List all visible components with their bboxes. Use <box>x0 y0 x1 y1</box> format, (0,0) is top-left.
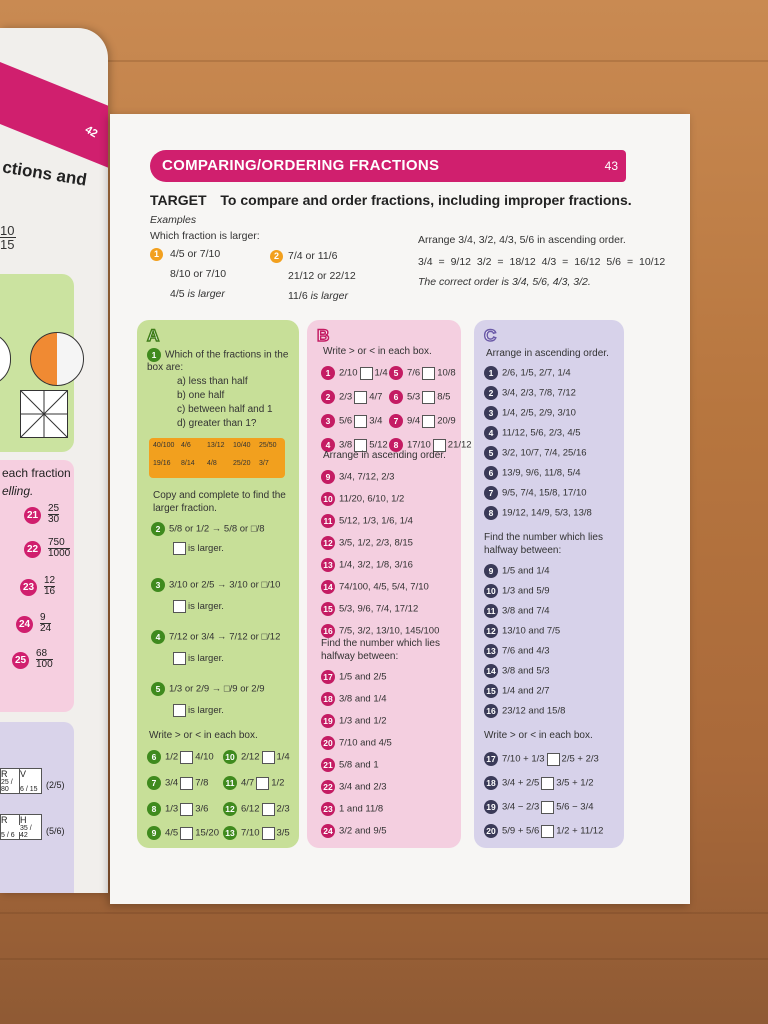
box-fraction: 13/12 <box>207 442 225 449</box>
a-copy-item: 4 7/12 or 3/4 → 7/12 or □/12 <box>151 630 280 644</box>
target-line <box>150 192 632 208</box>
answer-box[interactable] <box>180 751 193 764</box>
c-halfway-item: 16 23/12 and 15/8 <box>484 704 565 718</box>
b-arrange-item: 9 3/4, 7/12, 2/3 <box>321 470 394 484</box>
c-arrange-instruction: Arrange in ascending order. <box>486 348 609 359</box>
a-write-item: 10 2/12 1/4 <box>223 750 290 764</box>
answer-box[interactable] <box>262 751 275 764</box>
box-fraction: 25/50 <box>259 442 277 449</box>
b-write-instruction: Write > or < in each box. <box>323 346 432 357</box>
left-purple-panel <box>0 722 74 893</box>
c-arrange-item: 7 9/5, 7/4, 15/8, 17/10 <box>484 486 587 500</box>
answer-box[interactable] <box>180 777 193 790</box>
answer-box[interactable] <box>360 367 373 380</box>
box-fraction: 4/8 <box>207 460 217 467</box>
target-text: To compare and order fractions, including improper fractions. <box>220 192 632 208</box>
left-side-note: (5/6) <box>46 826 65 836</box>
square-diagram-lines <box>21 391 67 437</box>
arrange-example-text: Arrange 3/4, 3/2, 4/3, 5/6 in ascending order. <box>418 234 626 246</box>
b-halfway-item: 18 3/8 and 1/4 <box>321 692 387 706</box>
left-table: R V 25 / 80 6 / 15 <box>0 768 42 794</box>
page-43 <box>110 114 690 904</box>
example-badge: 1 <box>150 248 163 261</box>
b-arrange-instruction: Arrange in ascending order. <box>323 450 446 461</box>
box-fraction: 10/40 <box>233 442 251 449</box>
a-copy-instruction: Copy and complete to find the larger fraction. <box>153 490 286 514</box>
c-write-instruction: Write > or < in each box. <box>484 730 593 741</box>
which-larger-text: Which fraction is larger: <box>150 230 260 242</box>
c-arrange-item: 8 19/12, 14/9, 5/3, 13/8 <box>484 506 592 520</box>
answer-box[interactable] <box>173 600 186 613</box>
c-write-item: 17 7/10 + 1/3 2/5 + 2/3 <box>484 752 599 766</box>
left-item-number: 22 <box>24 541 41 558</box>
left-item-fraction: 750 1000 <box>48 537 71 559</box>
example-1-line-2: 8/10 or 7/10 <box>170 268 227 280</box>
section-c <box>474 320 624 848</box>
b-write-item: 5 7/6 10/8 <box>389 366 456 380</box>
b-halfway-item: 22 3/4 and 2/3 <box>321 780 387 794</box>
b-arrange-item: 15 5/3, 9/6, 7/4, 17/12 <box>321 602 418 616</box>
left-item-fraction: 9 24 <box>40 612 52 634</box>
c-write-item: 19 3/4 − 2/3 5/6 − 3/4 <box>484 800 594 814</box>
a-copy-item: 3 3/10 or 2/5 → 3/10 or □/10 <box>151 578 280 592</box>
arrange-equivalents: 3/4 = 9/12 3/2 = 18/12 4/3 = 16/12 5/6 = 10/12 <box>418 256 666 268</box>
a-option: d) greater than 1? <box>177 418 257 429</box>
c-halfway-item: 13 7/6 and 4/3 <box>484 644 550 658</box>
b-arrange-item: 10 11/20, 6/10, 1/2 <box>321 492 404 506</box>
answer-box[interactable] <box>547 753 560 766</box>
box-fraction: 3/7 <box>259 460 269 467</box>
box-fraction: 8/14 <box>181 460 195 467</box>
a-question-1: 1 Which of the fractions in the box are: <box>147 349 289 374</box>
answer-box[interactable] <box>173 652 186 665</box>
b-write-item: 6 5/3 8/5 <box>389 390 450 404</box>
left-item-number: 21 <box>24 507 41 524</box>
c-arrange-item: 4 11/12, 5/6, 2/3, 4/5 <box>484 426 581 440</box>
c-arrange-item: 6 13/9, 9/6, 11/8, 5/4 <box>484 466 581 480</box>
c-halfway-item: 15 1/4 and 2/7 <box>484 684 550 698</box>
left-side-note: (2/5) <box>46 780 65 790</box>
page-number: 43 <box>604 159 618 173</box>
a-copy-result: is larger. <box>171 704 224 717</box>
b-halfway-item: 23 1 and 11/8 <box>321 802 383 816</box>
a-copy-result: is larger. <box>171 542 224 555</box>
answer-box[interactable] <box>541 777 554 790</box>
examples-label: Examples <box>150 214 197 226</box>
c-halfway-item: 14 3/8 and 5/3 <box>484 664 550 678</box>
a-write-item: 11 4/7 1/2 <box>223 776 284 790</box>
b-arrange-item: 12 3/5, 1/2, 2/3, 8/15 <box>321 536 413 550</box>
a-copy-result: is larger. <box>171 600 224 613</box>
b-halfway-instruction: Find the number which lies halfway between: <box>321 638 440 662</box>
c-halfway-instruction: Find the number which lies halfway between: <box>484 532 603 556</box>
answer-box[interactable] <box>180 827 193 840</box>
c-arrange-item: 5 3/2, 10/7, 7/4, 25/16 <box>484 446 587 460</box>
wood-grain <box>0 60 768 62</box>
c-halfway-item: 10 1/3 and 5/9 <box>484 584 550 598</box>
c-arrange-item: 3 1/4, 2/5, 2/9, 3/10 <box>484 406 576 420</box>
left-item-fraction: 68 100 <box>36 648 53 670</box>
a-write-item: 12 6/12 2/3 <box>223 802 290 816</box>
section-a-heading: A <box>147 326 160 345</box>
b-write-item: 8 17/10 21/12 <box>389 438 472 452</box>
example-1-line-1: 4/5 or 7/10 <box>170 248 221 260</box>
a-write-item: 13 7/10 3/5 <box>223 826 290 840</box>
answer-box[interactable] <box>541 825 554 838</box>
b-write-item: 7 9/4 20/9 <box>389 414 456 428</box>
page-title: COMPARING/ORDERING FRACTIONS <box>162 157 440 174</box>
c-write-item: 20 5/9 + 5/6 1/2 + 11/12 <box>484 824 603 838</box>
left-text-each-fraction: each fraction <box>2 466 71 480</box>
left-item-number: 24 <box>16 616 33 633</box>
correct-order-text: The correct order is 3/4, 5/6, 4/3, 3/2. <box>418 276 591 288</box>
b-halfway-item: 21 5/8 and 1 <box>321 758 379 772</box>
left-fraction-fragment: 10 15 <box>0 223 15 252</box>
pie-diagram <box>30 332 84 386</box>
a-write-item: 7 3/4 7/8 <box>147 776 208 790</box>
left-item-number: 23 <box>20 579 37 596</box>
left-item-fraction: 25 30 <box>48 503 60 525</box>
box-fraction: 4/6 <box>181 442 191 449</box>
a-write-item: 6 1/2 4/10 <box>147 750 214 764</box>
a-copy-result: is larger. <box>171 652 224 665</box>
page-header <box>150 150 626 182</box>
box-fraction: 19/16 <box>153 460 171 467</box>
a-option: a) less than half <box>177 376 248 387</box>
example-2-line-2: 21/12 or 22/12 <box>288 270 356 282</box>
answer-box[interactable] <box>262 803 275 816</box>
example-1-line-3: 4/5 is larger <box>170 288 225 300</box>
answer-box[interactable] <box>354 415 367 428</box>
left-page-title-fragment: ctions and <box>1 157 89 190</box>
answer-box[interactable] <box>173 704 186 717</box>
b-halfway-item: 20 7/10 and 4/5 <box>321 736 392 750</box>
wood-grain <box>0 912 768 914</box>
section-b-heading: B <box>317 326 330 345</box>
b-write-item: 2 2/3 4/7 <box>321 390 382 404</box>
answer-box[interactable] <box>422 415 435 428</box>
answer-box[interactable] <box>422 367 435 380</box>
wood-grain <box>0 958 768 960</box>
example-2-line-1: 7/4 or 11/6 <box>288 250 338 262</box>
c-arrange-item: 1 2/6, 1/5, 2/7, 1/4 <box>484 366 571 380</box>
b-write-item: 3 5/6 3/4 <box>321 414 382 428</box>
b-arrange-item: 11 5/12, 1/3, 1/6, 1/4 <box>321 514 413 528</box>
box-fraction: 40/100 <box>153 442 175 449</box>
b-arrange-item: 13 1/4, 3/2, 1/8, 3/16 <box>321 558 413 572</box>
a-write-item: 9 4/5 15/20 <box>147 826 219 840</box>
section-a <box>137 320 299 848</box>
a-copy-item: 2 5/8 or 1/2 → 5/8 or □/8 <box>151 522 265 536</box>
answer-box[interactable] <box>354 391 367 404</box>
square-diagram <box>20 390 68 438</box>
b-halfway-item: 19 1/3 and 1/2 <box>321 714 387 728</box>
b-arrange-item: 16 7/5, 3/2, 13/10, 145/100 <box>321 624 439 638</box>
a-write-instruction: Write > or < in each box. <box>149 730 258 741</box>
left-item-number: 25 <box>12 652 29 669</box>
c-write-item: 18 3/4 + 2/5 3/5 + 1/2 <box>484 776 594 790</box>
target-label: TARGET <box>150 192 207 208</box>
left-item-fraction: 12 16 <box>44 575 56 597</box>
left-table: R H 5 / 635 / 42 <box>0 814 42 840</box>
answer-box[interactable] <box>180 803 193 816</box>
fraction-box <box>149 438 285 478</box>
left-page-number: 42 <box>82 123 100 141</box>
a-option: c) between half and 1 <box>177 404 273 415</box>
answer-box[interactable] <box>256 777 269 790</box>
c-halfway-item: 9 1/5 and 1/4 <box>484 564 550 578</box>
b-write-item: 4 3/8 5/12 <box>321 438 388 452</box>
answer-box[interactable] <box>541 801 554 814</box>
section-c-heading: C <box>484 326 497 345</box>
b-halfway-item: 17 1/5 and 2/5 <box>321 670 387 684</box>
c-arrange-item: 2 3/4, 2/3, 7/8, 7/12 <box>484 386 576 400</box>
section-b <box>307 320 472 848</box>
left-page-header-band <box>0 62 108 168</box>
answer-box[interactable] <box>422 391 435 404</box>
example-2-line-3: 11/6 is larger <box>288 290 348 302</box>
answer-box[interactable] <box>173 542 186 555</box>
b-arrange-item: 14 74/100, 4/5, 5/4, 7/10 <box>321 580 429 594</box>
example-badge: 2 <box>270 250 283 263</box>
b-write-item: 1 2/10 1/4 <box>321 366 388 380</box>
answer-box[interactable] <box>262 827 275 840</box>
a-copy-item: 5 1/3 or 2/9 → □/9 or 2/9 <box>151 682 265 696</box>
c-halfway-item: 11 3/8 and 7/4 <box>484 604 550 618</box>
b-halfway-item: 24 3/2 and 9/5 <box>321 824 387 838</box>
a-write-item: 8 1/3 3/6 <box>147 802 208 816</box>
left-page <box>0 28 108 893</box>
c-halfway-item: 12 13/10 and 7/5 <box>484 624 560 638</box>
left-text-elling: elling. <box>2 484 34 498</box>
box-fraction: 25/20 <box>233 460 251 467</box>
a-option: b) one half <box>177 390 225 401</box>
